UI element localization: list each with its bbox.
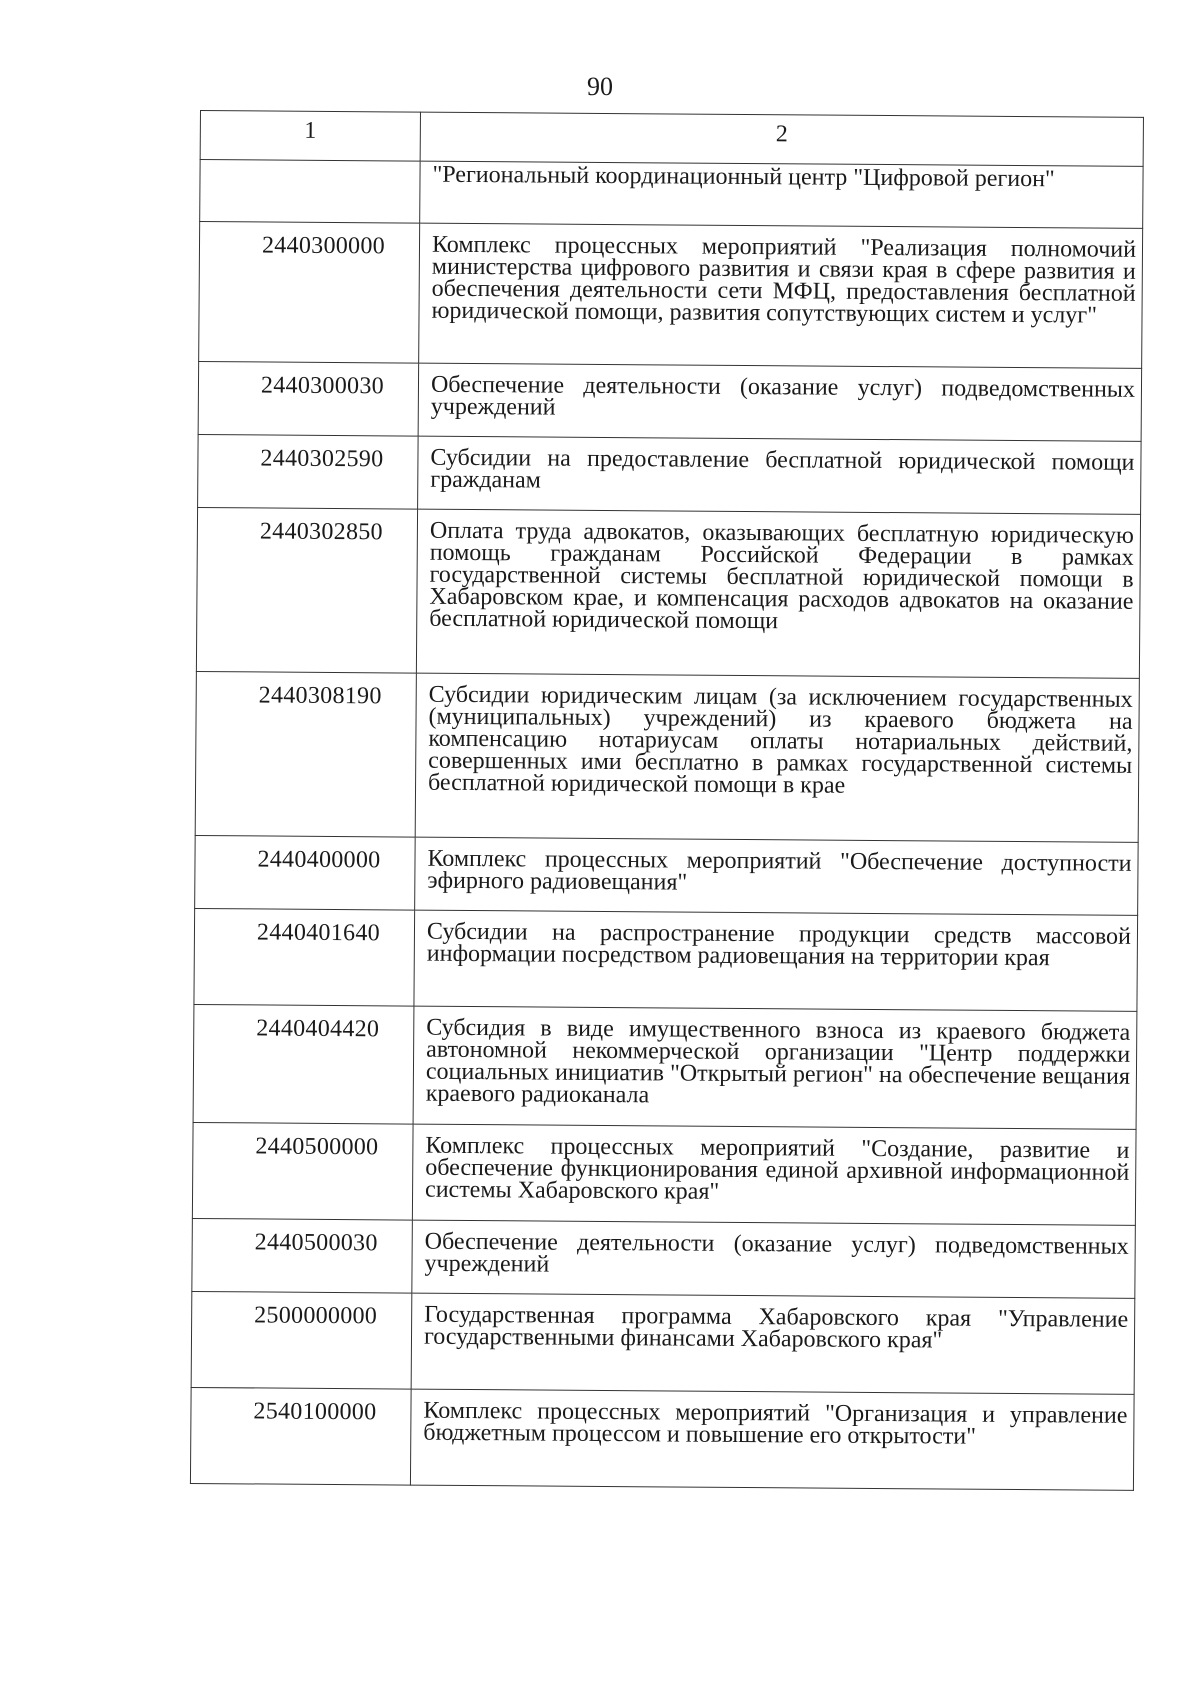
code-cell: 2440401640	[194, 908, 415, 1006]
table-row	[198, 361, 1142, 441]
column-header-2: 2	[420, 112, 1143, 166]
table-row	[192, 1218, 1136, 1298]
description-cell: Субсидии на предоставление бесплатной юридической помощи гражданам	[418, 436, 1142, 514]
description-cell: Субсидия в виде имущественного взноса из краевого бюджета автономной некоммерческой организации "Центр поддержки социальных инициатив "Открытый регион" на обеспечение вещания краевого радиоканала	[413, 1006, 1137, 1129]
table-row	[190, 1387, 1134, 1490]
description-cell: Комплекс процессных мероприятий "Создание, развитие и обеспечение функционирования единой архивной информационной системы Хабаровского края"	[412, 1124, 1136, 1225]
code-cell: 2440302590	[198, 434, 419, 509]
budget-classification-table	[190, 110, 1144, 1491]
code-cell: 2440404420	[193, 1004, 414, 1124]
table-row	[198, 434, 1142, 514]
description-cell: Оплата труда адвокатов, оказывающих бесплатную юридическую помощь гражданам Российской Федерации в рамках государственной системы бесплатной юридической помощи в Хабаровском крае, и компенсация расходов адвокатов на оказание бесплатной юридической помощи	[416, 509, 1140, 678]
description-cell: Комплекс процессных мероприятий "Организация и управление бюджетным процессом и повышение его открытости"	[410, 1389, 1134, 1490]
table-row	[199, 222, 1143, 369]
description-cell: Комплекс процессных мероприятий "Реализация полномочий министерства цифрового развития и связи края в сфере развития и обеспечения деятельности сети МФЦ, предоставления бесплатной юридической помощи, развития сопутствующих систем и услуг"	[419, 223, 1143, 368]
code-cell: 2500000000	[191, 1291, 412, 1389]
column-header-1: 1	[200, 111, 420, 162]
table-row	[194, 908, 1138, 1011]
table-row	[191, 1291, 1135, 1394]
code-cell: 2440308190	[195, 671, 416, 837]
description-cell: "Региональный координационный центр "Цифровой регион"	[420, 161, 1143, 228]
code-cell: 2540100000	[190, 1387, 411, 1485]
description-cell: Обеспечение деятельности (оказание услуг) подведомственных учреждений	[418, 363, 1142, 441]
code-cell: 2440500000	[192, 1122, 413, 1220]
table-row	[193, 1004, 1137, 1129]
code-cell: 2440302850	[196, 507, 417, 673]
page-number: 90	[587, 72, 613, 101]
code-cell: 2440500030	[192, 1218, 413, 1293]
table-row	[192, 1122, 1136, 1225]
description-cell: Субсидии на распространение продукции средств массовой информации посредством радиовещания на территории края	[414, 910, 1138, 1011]
code-cell: 2440300000	[199, 222, 420, 364]
code-cell	[200, 160, 420, 224]
description-cell: Субсидии юридическим лицам (за исключением государственных (муниципальных) учреждений) из краевого бюджета на компенсацию нотариусам оплаты нотариальных действий, совершенных ими бесплатно в рамках государственной системы бесплатной юридической помощи в крае	[415, 673, 1139, 842]
table-header-row	[200, 111, 1143, 167]
table-row	[195, 671, 1139, 842]
code-cell: 2440400000	[195, 835, 416, 910]
description-cell: Государственная программа Хабаровского края "Управление государственными финансами Хабаровского края"	[411, 1293, 1135, 1394]
table-row	[196, 507, 1140, 678]
table-row	[195, 835, 1139, 915]
table-row	[200, 160, 1143, 229]
description-cell: Комплекс процессных мероприятий "Обеспечение доступности эфирного радиовещания"	[415, 837, 1139, 915]
description-cell: Обеспечение деятельности (оказание услуг) подведомственных учреждений	[412, 1220, 1136, 1298]
code-cell: 2440300030	[198, 361, 419, 436]
